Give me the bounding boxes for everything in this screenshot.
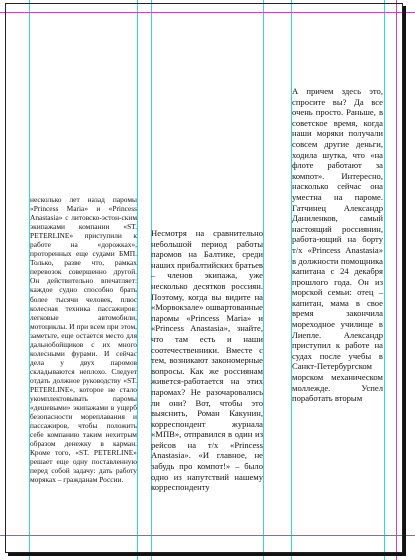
column-2-text: Несмотря на сравнительно небольшой период работы паромов на Балтике, среди наших прибалтийских братьев – членов экипажа, уже несколько десятков россиян. Поэтому, когда вы видите на «Морвокзале» ошвартованные паромы «Princess Maria» и «Princess Anastasia», знайте, что там есть и наши соотечественники. Вместе с тем, возникают закономерные вопросы. Как же россиянам живется-работается на этих паромах? Не разочаровались ли они? Вот, чтобы это выяснить, Роман Какунин, корреспондент журнала «МПВ», отправился в один из рейсов на т/х «Princess Anastasia». «И главное, не забудь про компот!» – было одно из напутствий нашему корреспонденту — [151, 228, 263, 493]
text-column-1 — [30, 195, 137, 485]
page-shadow-bottom — [8, 553, 406, 556]
text-column-3 — [292, 86, 383, 404]
column-1-text: несколько лет назад паромы «Princess Maria» и «Princess Anastasia» с литовско-эстон-ским экипажами компании «ST. PETERLINE» приступили к работе на «дорожках», проторенных еще судами БМП. Только, разве что, рамках перевозок совершенно другой. Он действительно впечатляет: каждое судно способно брать более тысячи человек, плюс колесная техника пассажиров: легковые автомобили, мотоциклы. И при всем при этом, заметьте, еще остается место для дальнобойщиков с их много колесными фурами. И сейчас дела у двух паромов складываются неплохо. Следует отдать должное руководству «ST. PETERLINE», которое не стало укомплектовывать паромы «дешевыми» экипажами в ущерб безопасности мореплавания и пассажиров, чтобы положить себе компанию таким нехитрым образом денежку в карман. Кроме того, «ST. PETERLINE» решает еще одну поставленную перед собой задачу: дать работу моряках – гражданам России. — [30, 195, 137, 485]
column-3-text: А причем здесь это, спросите вы? Да все очень просто. Раньше, в советское время, когда наши моряки получали совсем другие деньги, ходила шутка, что «на флоте работают за компот». Интересно, насколько сейчас она уместна на пароме. Гатчинец Александр Даниленков, самый настоящий россиянин, работа-ющий на борту т/х «Princess Anastasia» в должности помощника капитана с 24 декабря прошлого года. Он из морской семьи: отец – капитан, мама в свое время закончила мореходное училище в Лиепле. Александр приступил к работе на судах после учебы в Санкт-Петербургском морском механическом моллежде. Успел поработать вторым — [292, 86, 383, 404]
page-shadow-right — [403, 6, 406, 556]
text-column-2 — [151, 228, 263, 493]
